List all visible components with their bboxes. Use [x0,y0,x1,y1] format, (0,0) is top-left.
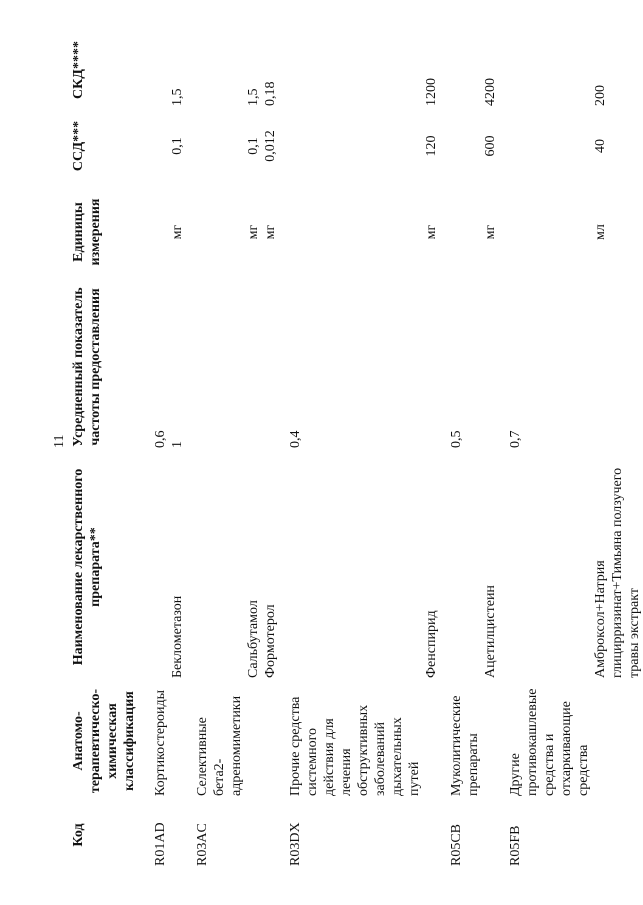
table-row [186,30,245,870]
cell-unit: мг [263,224,278,240]
cell-unit [440,182,482,282]
cell-ssd: 0,012 [263,130,278,162]
table-row [499,30,592,870]
cell-frequency [482,282,499,452]
cell-skd: 0,18 [263,81,278,106]
cell-ssd [499,110,592,182]
cell-ssd [440,110,482,182]
table-header-row [70,30,144,870]
cell-atc [245,682,262,800]
cell-frequency: 0,4 [288,430,303,448]
cell-atc: Селективные бета2-адреномиметики [195,695,244,796]
cell-skd [440,30,482,110]
cell-frequency [245,282,262,452]
drug-table [70,30,643,870]
table-row [144,30,169,870]
cell-atc: Кортикостероиды [153,689,168,796]
cell-atc [262,682,279,800]
cell-code: R05CB [449,823,464,866]
table-row [262,30,279,870]
cell-atc: Другие противокашлевые средства и отхаркивающие средства [508,688,591,796]
cell-code [423,800,440,870]
cell-frequency: 0,5 [449,430,464,448]
cell-ssd: 0,1 [170,137,185,155]
cell-atc: Муколитические препараты [449,695,481,796]
cell-atc [592,682,643,800]
table-row [245,30,262,870]
cell-drug: Ацетилцистеин [483,585,498,678]
cell-ssd: 40 [593,139,608,153]
header-code: Код [71,823,86,847]
cell-frequency [186,282,245,452]
cell-skd [144,30,169,110]
cell-unit [186,182,245,282]
header-frequency: Усредненный показатель частоты предоставления [71,287,103,447]
cell-drug [279,452,423,682]
cell-drug: Формотерол [263,604,278,678]
cell-drug: Амброксол+Натрия глицирризинат+Тимьяна ползучего травы экстракт [593,467,642,678]
page-number: 11 [52,434,67,448]
cell-code [482,800,499,870]
header-skd: СКД**** [71,41,86,99]
cell-unit: мг [424,224,439,240]
cell-unit: мг [483,224,498,240]
table-row [279,30,423,870]
table-row [482,30,499,870]
header-units: Единицы измерения [71,198,103,266]
cell-skd: 1,5 [246,88,261,106]
cell-code: R03AC [195,823,210,866]
cell-unit: мл [593,224,608,240]
cell-drug: Беклометазон [170,595,185,678]
cell-ssd [144,110,169,182]
cell-frequency: 1 [170,441,185,448]
cell-drug [186,452,245,682]
cell-code [592,800,643,870]
table-row [440,30,482,870]
cell-drug: Сальбутамол [246,600,261,678]
cell-frequency: 0,7 [508,430,523,448]
cell-code: R01AD [153,822,168,866]
cell-code [262,800,279,870]
header-drug: Наименование лекарственного препарата** [71,468,103,666]
cell-atc [423,682,440,800]
cell-atc [482,682,499,800]
table-row [592,30,643,870]
cell-skd: 1200 [424,78,439,106]
cell-ssd: 0,1 [246,137,261,155]
cell-atc [169,682,186,800]
cell-unit [499,182,592,282]
cell-drug: Фенспирид [424,610,439,678]
cell-atc: Прочие средства системного действия для лечения обструктивных заболеваний дыхательных путей [288,696,422,796]
cell-skd [279,30,423,110]
cell-code: R05FB [508,825,523,866]
cell-frequency [423,282,440,452]
table-row [169,30,186,870]
cell-drug [440,452,482,682]
cell-unit: мг [170,224,185,240]
cell-code [169,800,186,870]
cell-drug [499,452,592,682]
cell-code [245,800,262,870]
table-row [423,30,440,870]
cell-skd: 200 [593,85,608,106]
cell-skd [499,30,592,110]
header-ssd: ССД*** [71,120,86,172]
cell-code: R03DX [288,822,303,866]
header-atc: Анатомо-терапевтическо-химическая классификация [71,688,137,794]
cell-frequency [262,282,279,452]
cell-ssd [186,110,245,182]
cell-ssd: 120 [424,135,439,157]
cell-ssd: 600 [483,135,498,157]
cell-unit: мг [246,224,261,240]
rotated-table-container [70,30,642,870]
cell-drug [144,452,169,682]
cell-unit [279,182,423,282]
cell-skd [186,30,245,110]
cell-skd: 4200 [483,78,498,106]
cell-frequency: 0,6 [153,430,168,448]
cell-skd: 1,5 [170,88,185,106]
cell-ssd [279,110,423,182]
cell-unit [144,182,169,282]
cell-frequency [592,282,643,452]
